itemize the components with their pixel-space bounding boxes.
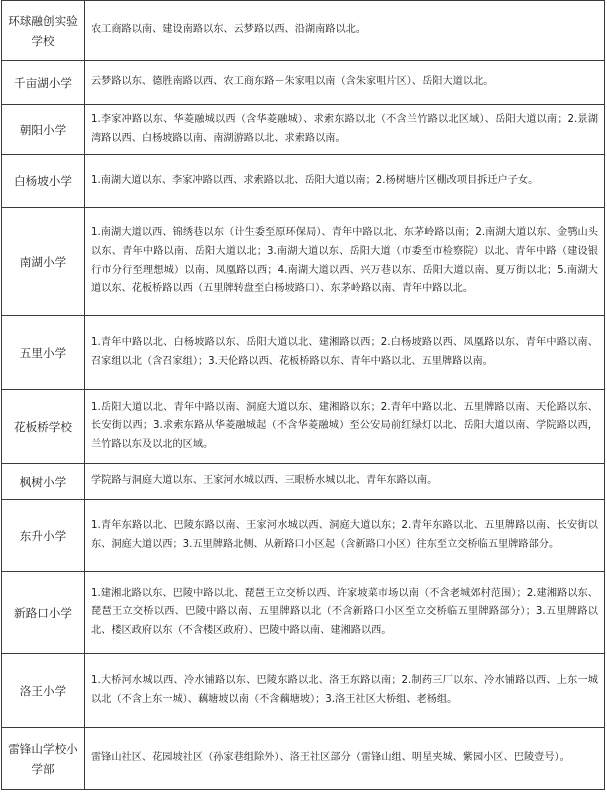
district-area-cell: 1.岳阳大道以北、青年中路以南、洞庭大道以东、建湘路以东；2.青年中路以北、五里牌路以南、天伦路以东、长安街以西；3.求索东路从华菱融城起（不含华菱融城）至公安局前红绿灯以北、岳阳大道以南、学院路以西，兰竹路以东及以北的区域。	[85, 390, 605, 464]
table-row	[2, 1, 605, 61]
school-name-cell: 花板桥学校	[2, 390, 85, 464]
district-area-cell: 学院路与洞庭大道以东、王家河水城以西、三眼桥水城以北、青年东路以南。	[85, 464, 605, 500]
school-name-cell: 洛王小学	[2, 654, 85, 728]
district-area-cell: 1.李家冲路以东、华菱融城以西（含华菱融城）、求索东路以北（不含兰竹路以北区域）、岳阳大道以南；2.景湖湾路以西、白杨坡路以南、南湖游路以北、求索路以南。	[85, 105, 605, 155]
table-row	[2, 105, 605, 155]
district-area-cell: 1.大桥河水城以西、冷水铺路以东、巴陵东路以北、洛王东路以南；2.制药三厂以东、冷水铺路以西、上东一城以北（不含上东一城）、藕塘坡以南（不含藕塘坡）；3.洛王社区大桥组、老杨组。	[85, 654, 605, 728]
school-name-cell: 五里小学	[2, 316, 85, 390]
table-row	[2, 464, 605, 500]
school-district-table	[1, 0, 605, 790]
district-area-cell: 农工商路以南、建设南路以东、云梦路以西、沿湖南路以北。	[85, 1, 605, 61]
school-name-cell: 千亩湖小学	[2, 61, 85, 105]
school-name-cell: 枫树小学	[2, 464, 85, 500]
district-area-cell: 1.青年东路以北、巴陵东路以南、王家河水城以西、洞庭大道以东；2.青年东路以北、五里牌路以南、长安街以东、洞庭大道以西；3.五里牌路北侧、从新路口小区起（含新路口小区）往东至立交桥临五里牌路部分。	[85, 500, 605, 572]
table-row	[2, 316, 605, 390]
district-area-cell: 1.建湘北路以东、巴陵中路以北、琵琶王立交桥以西、许家坡菜市场以南（不含老城郊村范围）；2.建湘路以东、琵琶王立交桥以西、巴陵中路以南、五里牌路以北（不含新路口小区至立交桥临五里牌路部分）；3.五里牌路以北、楼区政府以东（不含楼区政府）、巴陵中路以南、建湘路以西。	[85, 572, 605, 654]
school-name-cell: 白杨坡小学	[2, 155, 85, 208]
table-row	[2, 728, 605, 790]
table-row	[2, 500, 605, 572]
school-name-cell: 东升小学	[2, 500, 85, 572]
table-row	[2, 61, 605, 105]
table-row	[2, 155, 605, 208]
school-name-cell: 南湖小学	[2, 208, 85, 316]
school-name-cell: 朝阳小学	[2, 105, 85, 155]
school-name-cell: 环球融创实验学校	[2, 1, 85, 61]
school-name-cell: 新路口小学	[2, 572, 85, 654]
district-area-cell: 雷锋山社区、花园坡社区（孙家巷组除外）、洛王社区部分（雷锋山组、明星夹城、紫园小区、巴陵壹号）。	[85, 728, 605, 790]
table-row	[2, 390, 605, 464]
table-row	[2, 572, 605, 654]
district-area-cell: 云梦路以东、德胜南路以西、农工商东路－朱家咀以南（含朱家咀片区）、岳阳大道以北。	[85, 61, 605, 105]
table-row	[2, 654, 605, 728]
table-row	[2, 208, 605, 316]
district-area-cell: 1.南湖大道以东、李家冲路以西、求索路以北、岳阳大道以南；2.杨树塘片区棚改项目拆迁户子女。	[85, 155, 605, 208]
school-name-cell: 雷锋山学校小学部	[2, 728, 85, 790]
district-area-cell: 1.南湖大道以西、锦绣巷以东（计生委至原环保局）、青年中路以北、东茅岭路以南；2.南湖大道以东、金鹗山头以东、青年中路以南、岳阳大道以北；3.南湖大道以东、岳阳大道（市委至市检察院）以北、青年中路（建设银行市分行至理想城）以南、凤凰路以西；4.南湖大道以西、兴万巷以东、岳阳大道以南、夏万街以北；5.南湖大道以东、花板桥路以西（五里牌转盘至白杨坡路口）、东茅岭路以南、青年中路以北。	[85, 208, 605, 316]
district-area-cell: 1.青年中路以北、白杨坡路以东、岳阳大道以北、建湘路以西；2.白杨坡路以西、凤凰路以东、青年中路以南、召家组以北（含召家组）；3.天伦路以西、花板桥路以东、青年中路以北、五里牌路以南。	[85, 316, 605, 390]
